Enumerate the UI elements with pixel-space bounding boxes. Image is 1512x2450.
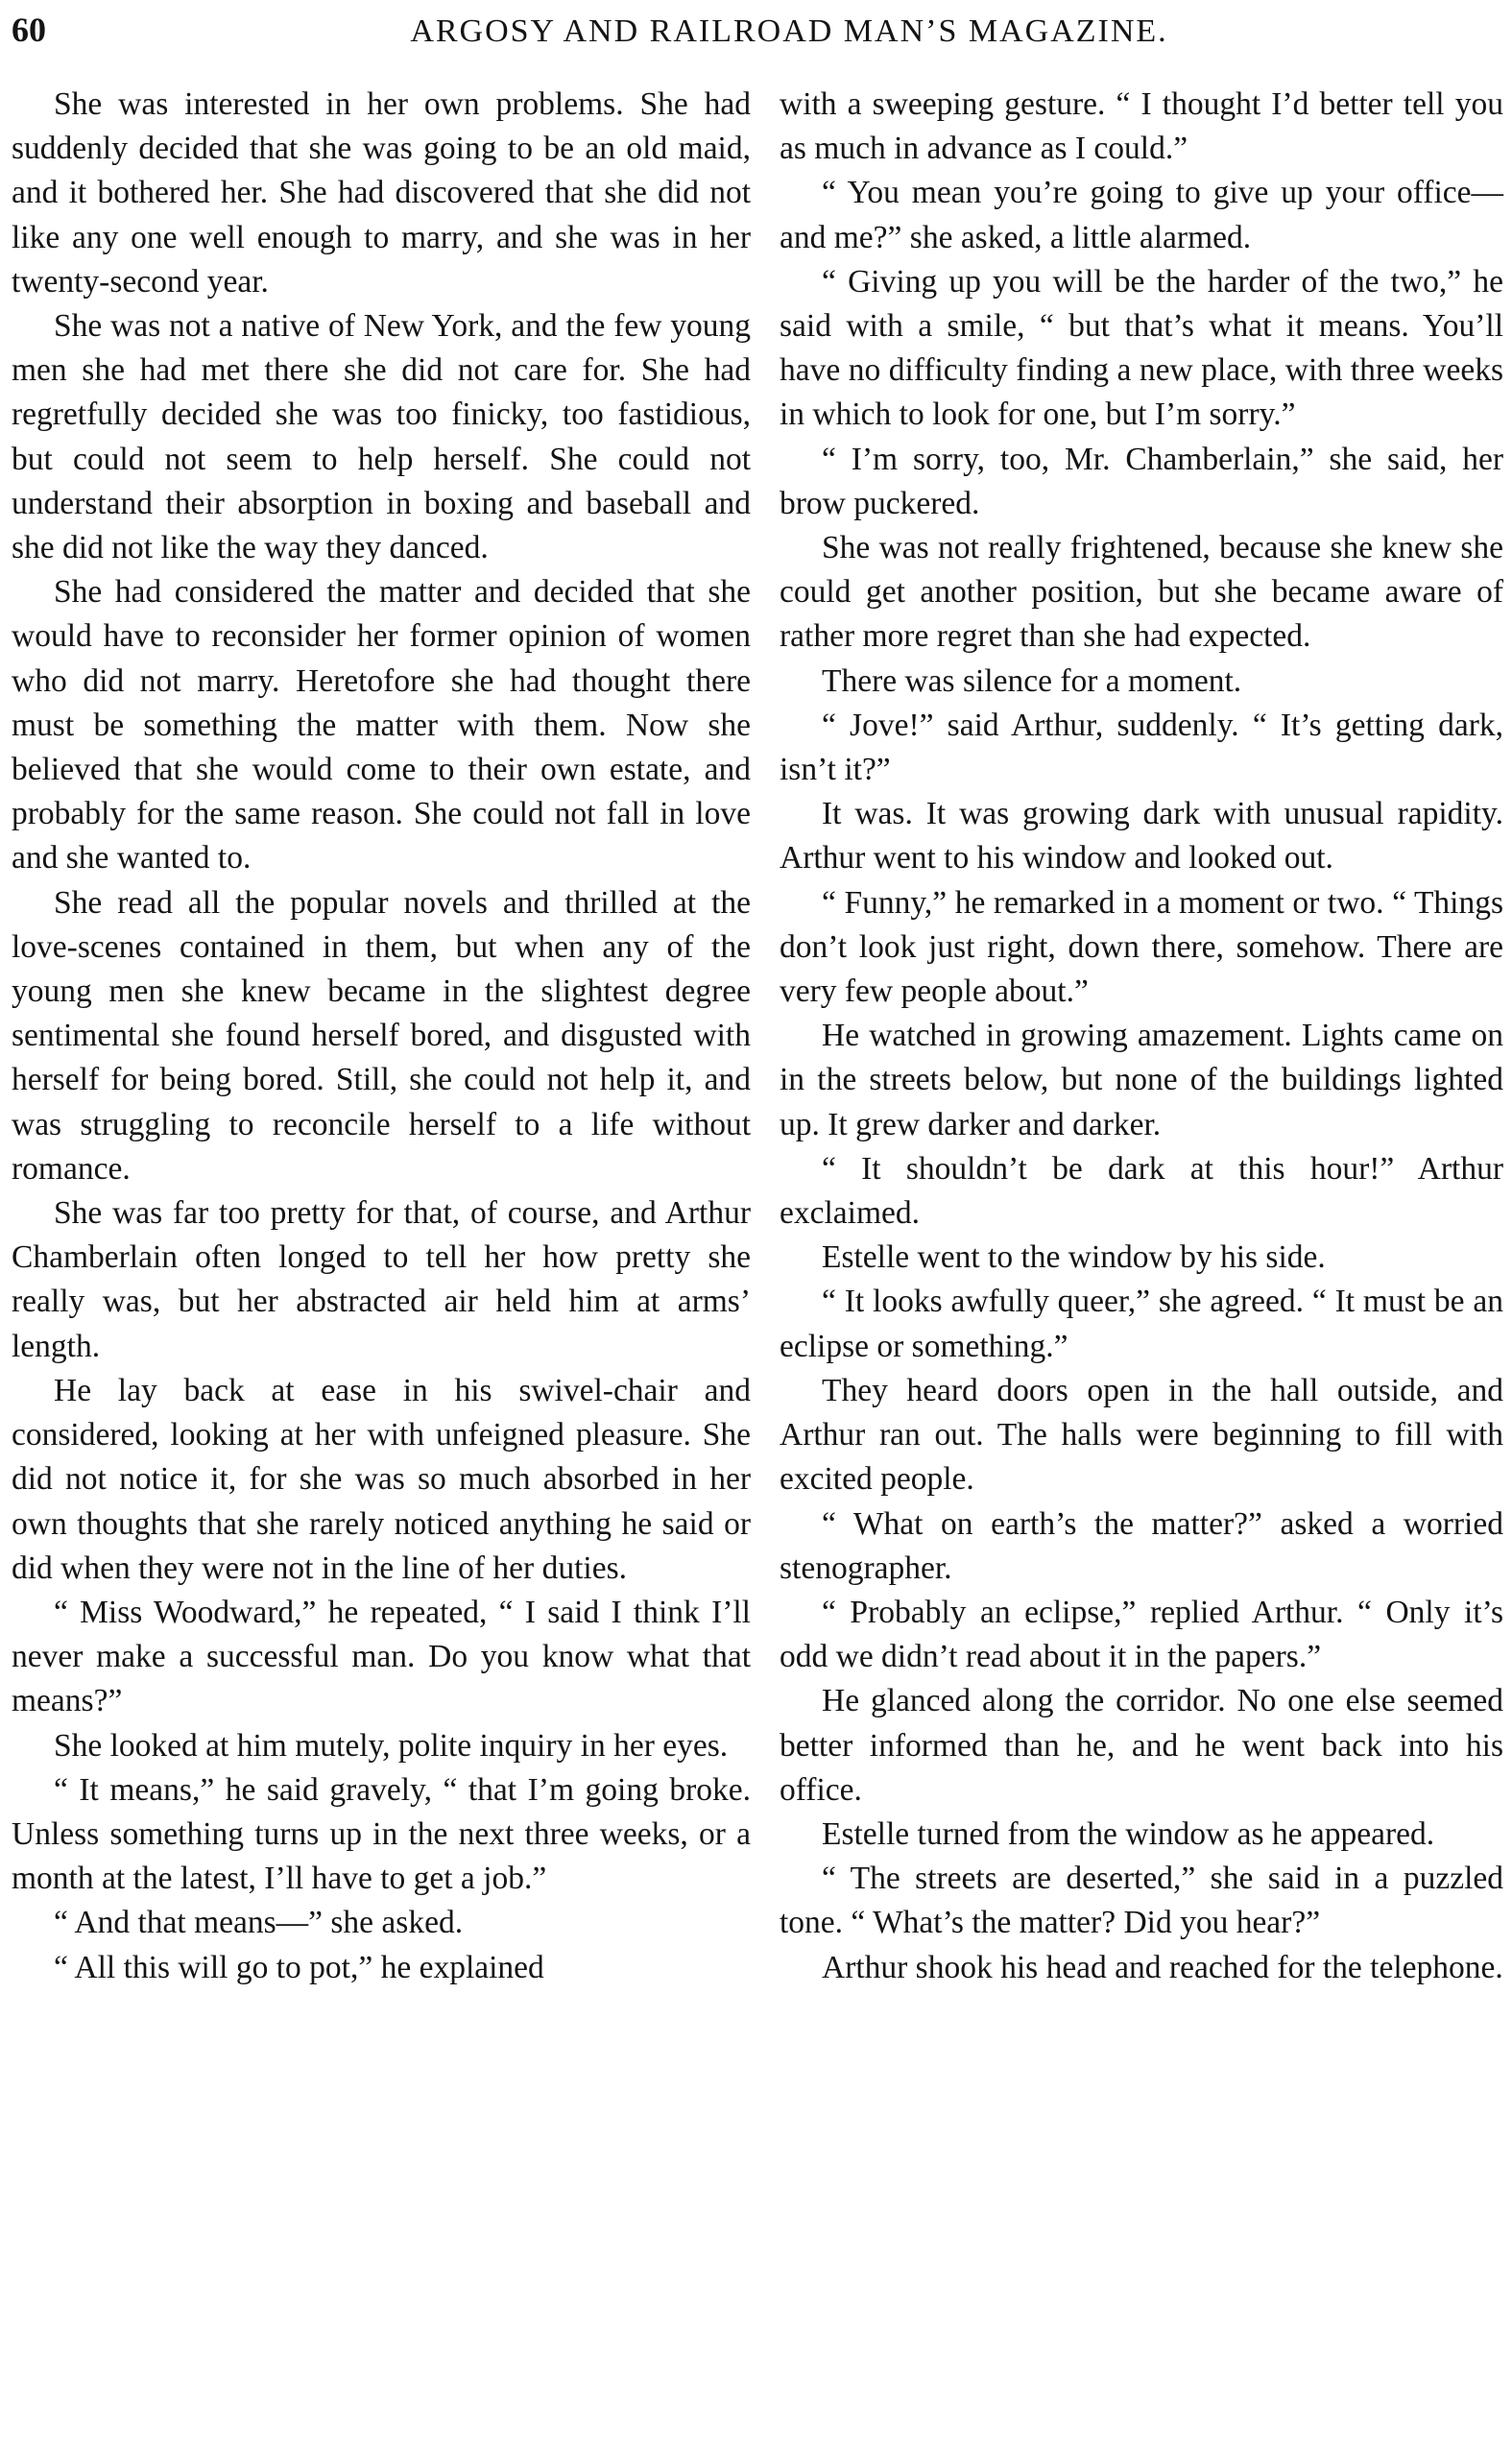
paragraph: He watched in growing amazement. Lights came on in the streets below, but none of the buildings lighted up. It grew darker and darker. — [780, 1018, 1503, 1142]
paragraph: “ It means,” he said gravely, “ that I’m going broke. Unless something turns up in the next three weeks, or a month at the latest, I’ll have to get a job.” — [12, 1771, 751, 1897]
paragraph: “ All this will go to pot,” he explained — [54, 1949, 544, 1985]
paragraph: “ What on earth’s the matter?” asked a worried stenographer. — [780, 1505, 1503, 1586]
page-number: 60 — [12, 11, 46, 49]
paragraph: “ The streets are deserted,” she said in a puzzled tone. “ What’s the matter? Did you hear?” — [780, 1861, 1503, 1941]
paragraph: She was not really frightened, because she knew she could get another position, but she became aware of rather more regret than she had expected. — [780, 530, 1503, 655]
paragraph: “ I’m sorry, too, Mr. Chamberlain,” she said, her brow puckered. — [780, 441, 1503, 521]
paragraph: “ Probably an eclipse,” replied Arthur. “ Only it’s odd we didn’t read about it in the papers.” — [780, 1594, 1503, 1675]
paragraph: “ Miss Woodward,” he repeated, “ I said I think I’ll never make a successful man. Do you know what that means?” — [12, 1594, 751, 1719]
paragraph: Estelle turned from the window as he appeared. — [822, 1815, 1435, 1852]
paragraph: She was not a native of New York, and the few young men she had met there she did not care for. She had regretfully decided she was too finicky, too fastidious, but could not seem to help herself. She could not understand their absorption in boxing and baseball and she did not like the way they danced. — [12, 308, 751, 566]
right-column — [780, 83, 1503, 1990]
paragraph: She looked at him mutely, polite inquiry in her eyes. — [54, 1727, 729, 1764]
paragraph: “ Giving up you will be the harder of the two,” he said with a smile, “ but that’s what it means. You’ll have no difficulty finding a new place, with three weeks in which to look for one, but I’m sorry.” — [780, 263, 1503, 433]
paragraph: She read all the popular novels and thrilled at the love-scenes contained in them, but when any of the young men she knew became in the slightest degree sentimental she found herself bored, and disgusted with herself for being bored. Still, she could not help it, and was struggling to reconcile herself to a life without romance. — [12, 884, 751, 1187]
paragraph: It was. It was growing dark with unusual rapidity. Arthur went to his window and looked out. — [780, 796, 1503, 877]
paragraph: “ And that means—” she asked. — [54, 1905, 464, 1941]
paragraph: “ Funny,” he remarked in a moment or two. “ Things don’t look just right, down there, somehow. There are very few people about.” — [780, 884, 1503, 1010]
paragraph: “ You mean you’re going to give up your office—and me?” she asked, a little alarmed. — [780, 175, 1503, 255]
paragraph: She was far too pretty for that, of course, and Arthur Chamberlain often longed to tell her how pretty she really was, but her abstracted air held him at arms’ length. — [12, 1195, 751, 1364]
page-header — [12, 6, 1504, 61]
running-title: ARGOSY AND RAILROAD MAN’S MAGAZINE. — [410, 13, 1168, 49]
paragraph: Arthur shook his head and reached for the telephone. — [822, 1949, 1503, 1985]
left-column — [12, 83, 751, 1990]
paragraph: She had considered the matter and decided that she would have to reconsider her former opinion of women who did not marry. Heretofore she had thought there must be something the matter with them. Now she believed that she would come to their own estate, and probably for the same reason. She could not fall in love and she wanted to. — [12, 574, 751, 877]
paragraph: She was interested in her own problems. She had suddenly decided that she was going to be an old maid, and it bothered her. She had discovered that she did not like any one well enough to marry, and she was in her twenty-second year. — [12, 86, 751, 300]
paragraph: He lay back at ease in his swivel-chair and considered, looking at her with unfeigned pleasure. She did not notice it, for she was so much absorbed in her own thoughts that she rarely noticed anything he said or did when they were not in the line of her duties. — [12, 1372, 751, 1586]
paragraph: “ It shouldn’t be dark at this hour!” Arthur exclaimed. — [780, 1150, 1503, 1232]
paragraph: “ It looks awfully queer,” she agreed. “ It must be an eclipse or something.” — [780, 1284, 1503, 1364]
paragraph-continued: with a sweeping gesture. “ I thought I’d better tell you as much in advance as I could.” — [780, 86, 1503, 167]
paragraph: Estelle went to the window by his side. — [822, 1239, 1326, 1276]
paragraph: There was silence for a moment. — [822, 662, 1242, 699]
paragraph: He glanced along the corridor. No one else seemed better informed than he, and he went back into his office. — [780, 1683, 1503, 1808]
paragraph: “ Jove!” said Arthur, suddenly. “ It’s getting dark, isn’t it?” — [780, 707, 1503, 788]
paragraph: They heard doors open in the hall outside, and Arthur ran out. The halls were beginning to fill with excited people. — [780, 1372, 1503, 1498]
